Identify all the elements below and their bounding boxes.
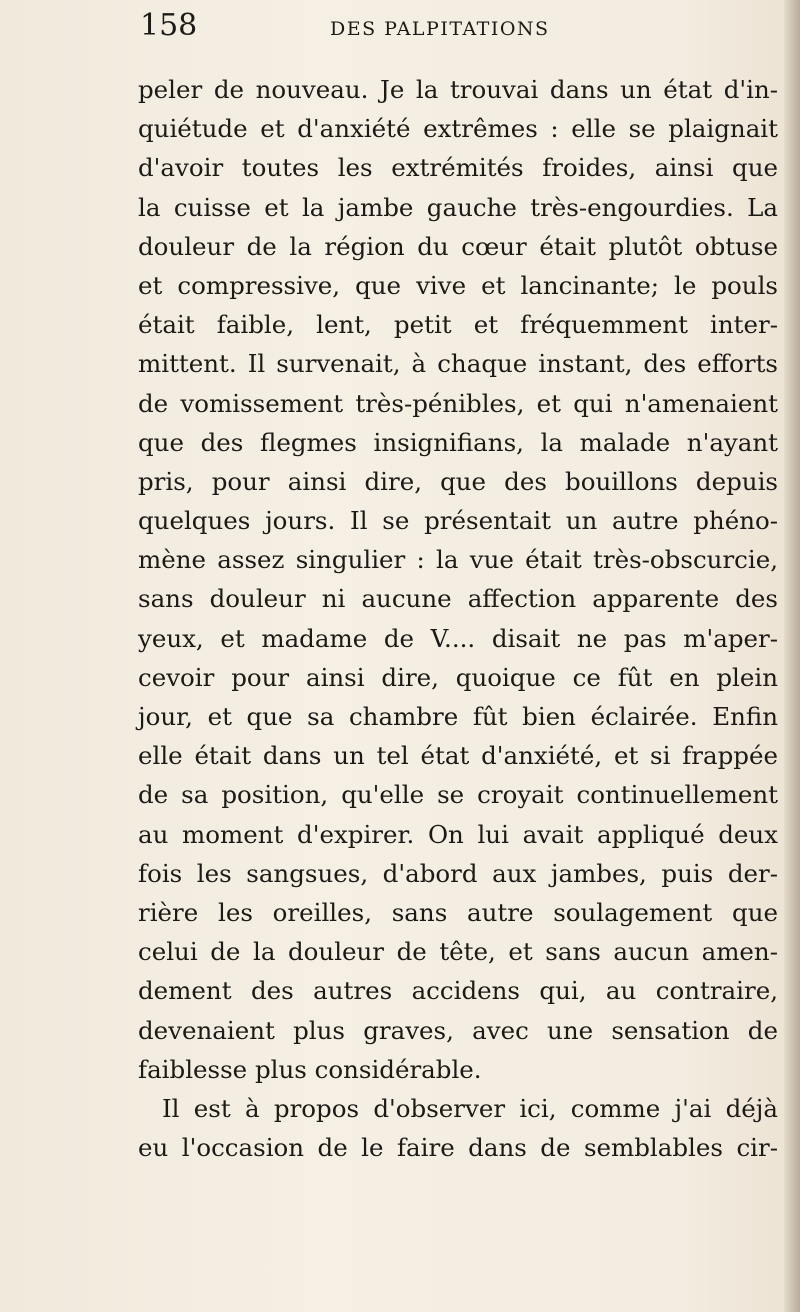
text-line: peler de nouveau. Je la trouvai dans un état d'in- bbox=[138, 75, 778, 104]
text-line: mène assez singulier : la vue était très-obscurcie, bbox=[138, 545, 778, 575]
text-line: jour, et que sa chambre fût bien éclairée. Enfin bbox=[138, 702, 778, 731]
text-line: rière les oreilles, sans autre soulagement que bbox=[138, 897, 778, 927]
text-line: que des flegmes insignifians, la malade n'ayant bbox=[138, 427, 778, 457]
running-head: DES PALPITATIONS bbox=[330, 18, 550, 40]
text-line: et compressive, que vive et lancinante; le pouls bbox=[138, 270, 778, 300]
text-line: quiétude et d'anxiété extrêmes : elle se plaignait bbox=[138, 114, 778, 144]
text-line: douleur de la région du cœur était plutôt obtuse bbox=[138, 231, 778, 261]
text-line: elle était dans un tel état d'anxiété, et si frappée bbox=[138, 741, 778, 771]
body-text bbox=[138, 70, 778, 1167]
text-line: devenaient plus graves, avec une sensation de bbox=[138, 1015, 778, 1045]
text-line: au moment d'expirer. On lui avait appliqué deux bbox=[138, 819, 778, 849]
text-line: celui de la douleur de tête, et sans aucun amen- bbox=[138, 937, 778, 967]
page-edge bbox=[784, 0, 800, 1312]
text-line: yeux, et madame de V.... disait ne pas m'aper- bbox=[138, 623, 778, 653]
text-line: de sa position, qu'elle se croyait continuellement bbox=[138, 780, 778, 810]
text-line: la cuisse et la jambe gauche très-engourdies. La bbox=[138, 192, 778, 222]
text-line: sans douleur ni aucune affection apparente des bbox=[138, 584, 778, 614]
text-line: de vomissement très-pénibles, et qui n'amenaient bbox=[138, 388, 778, 418]
text-line: cevoir pour ainsi dire, quoique ce fût en plein bbox=[138, 662, 778, 692]
text-line: pris, pour ainsi dire, que des bouillons depuis bbox=[138, 466, 778, 496]
text-line: mittent. Il survenait, à chaque instant, des efforts bbox=[138, 349, 778, 379]
text-line: d'avoir toutes les extrémités froides, ainsi que bbox=[138, 153, 778, 183]
text-line: dement des autres accidens qui, au contraire, bbox=[138, 976, 778, 1006]
text-line: Il est à propos d'observer ici, comme j'ai déjà bbox=[162, 1093, 778, 1123]
page-header bbox=[140, 8, 760, 52]
text-line: quelques jours. Il se présentait un autre phéno- bbox=[138, 506, 778, 536]
page-number: 158 bbox=[140, 8, 198, 43]
text-line: faiblesse plus considérable. bbox=[138, 1054, 482, 1084]
text-line: était faible, lent, petit et fréquemment inter- bbox=[138, 310, 778, 340]
text-line: eu l'occasion de le faire dans de semblables cir- bbox=[138, 1133, 778, 1163]
text-line: fois les sangsues, d'abord aux jambes, puis der- bbox=[138, 858, 778, 888]
